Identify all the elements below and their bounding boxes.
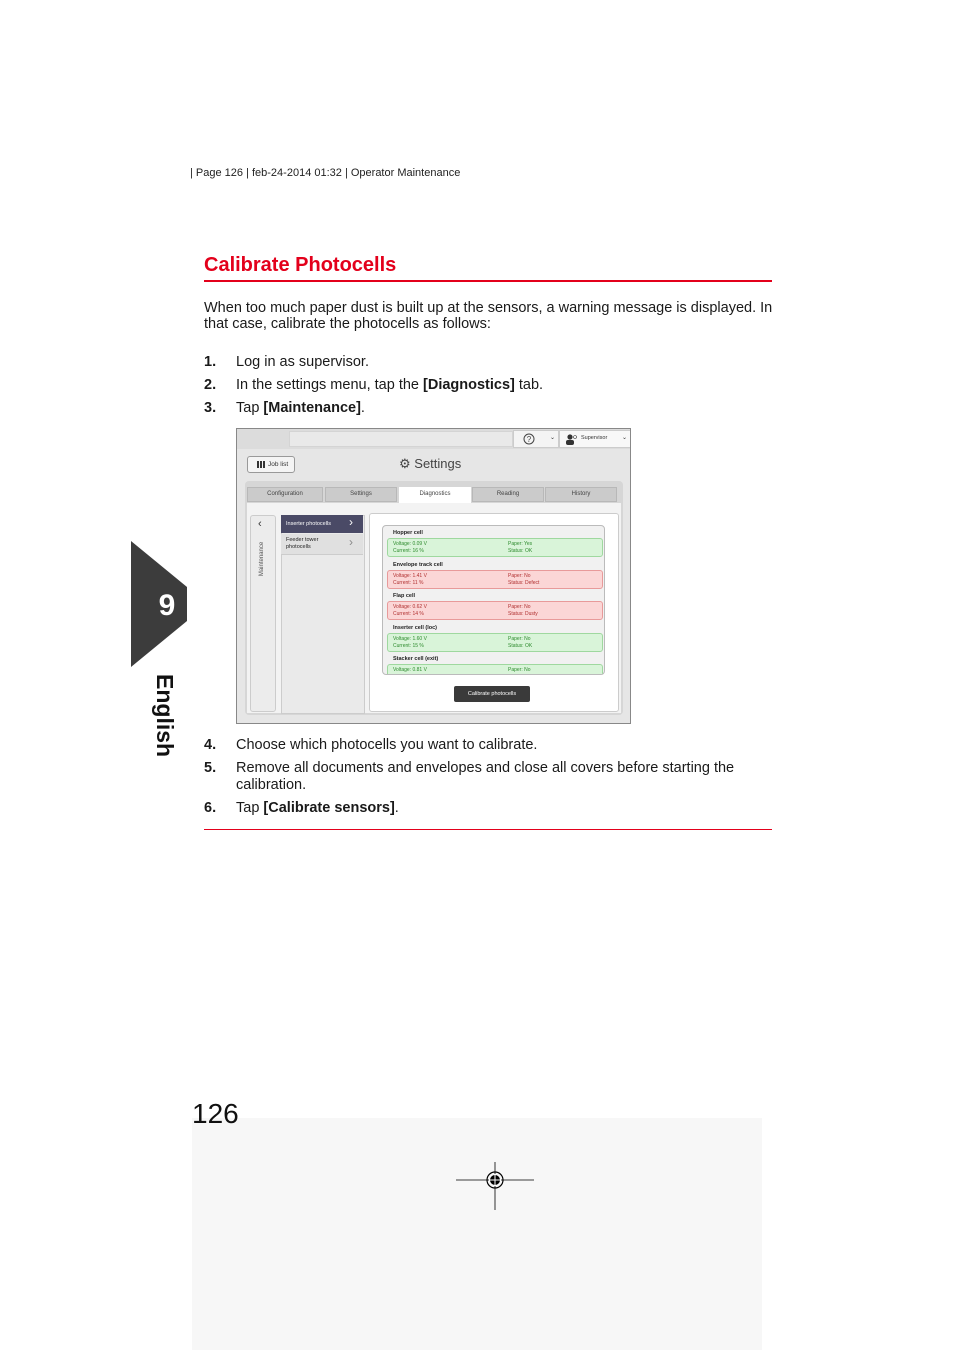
- tab-diagnostics: Diagnostics: [399, 487, 471, 505]
- step-number: 4.: [204, 737, 217, 753]
- photocell-name: Inserter cell (loc): [393, 624, 438, 631]
- step-text: Choose which photocells you want to calibrate.: [236, 737, 538, 753]
- chevron-right-icon: ›: [349, 515, 353, 529]
- photocell-paper: Paper: No: [508, 667, 531, 673]
- photocell-current: Current: 15 %: [393, 642, 424, 649]
- chevron-left-icon: ‹: [258, 518, 262, 530]
- section-title: Calibrate Photocells: [204, 254, 397, 276]
- calibrate-photocells-button: Calibrate photocells: [454, 686, 530, 702]
- settings-screenshot: [236, 428, 631, 724]
- photocell-list: [382, 525, 605, 675]
- photocell-status: Status: OK: [508, 548, 533, 554]
- photocell-status: Status: OK: [508, 642, 533, 649]
- chapter-number: 9: [158, 589, 176, 622]
- photocell-status: Status: Defect: [508, 579, 540, 586]
- photocell-paper: Paper: No: [508, 635, 531, 642]
- photocell-name: Flap cell: [393, 593, 416, 599]
- photocell-paper: Paper: No: [508, 604, 531, 610]
- chevron-down-icon: ⌄: [622, 435, 628, 441]
- photocell-voltage: Voltage: 0.09 V: [393, 541, 427, 547]
- tab-settings: Settings: [325, 487, 397, 502]
- user-dropdown: [559, 430, 631, 448]
- step-number: 5.: [204, 760, 217, 776]
- page-header: | Page 126 | feb-24-2014 01:32 | Operator Maintenance: [190, 167, 461, 179]
- photocell-voltage: Voltage: 1.60 V: [393, 635, 427, 642]
- tab-configuration: Configuration: [247, 487, 323, 502]
- step-text: In the settings menu, tap the [Diagnostics] tab.: [236, 377, 544, 393]
- photocell-current: Current: 11 %: [393, 579, 424, 586]
- user-icon: [565, 433, 577, 445]
- photocell-current: Current: 16 %: [393, 548, 424, 554]
- title-rule: [204, 280, 772, 282]
- step-text: Remove all documents and envelopes and close all covers before starting the calibration.: [236, 760, 735, 793]
- user-name: Supervisor: [581, 435, 608, 441]
- photocell-status-box: [387, 570, 603, 589]
- step-text: Log in as supervisor.: [236, 354, 369, 370]
- photocell-status-box: [387, 633, 603, 652]
- chevron-right-icon: ›: [349, 535, 353, 549]
- photocell-name: Stacker cell (exit): [393, 656, 439, 662]
- gear-icon: ⚙: [399, 456, 411, 471]
- intro-paragraph: When too much paper dust is built up at the sensors, a warning message is displayed. In that case, calibrate the photocells as follows:: [204, 300, 773, 332]
- tab-history: History: [545, 487, 617, 502]
- language-label: English: [152, 674, 178, 758]
- step-text: Tap [Maintenance].: [236, 400, 365, 416]
- photocell-name: Hopper cell: [393, 530, 423, 536]
- photocell-name: Envelope track cell: [393, 561, 443, 568]
- photocell-voltage: Voltage: 0.81 V: [393, 667, 427, 673]
- menu-item-inserter-photocells: Inserter photocells ›: [281, 515, 363, 533]
- chevron-down-icon: ⌄: [550, 435, 556, 441]
- photocell-paper: Paper: No: [508, 572, 531, 579]
- chapter-tab: [131, 541, 187, 667]
- job-list-button: [247, 456, 295, 473]
- photocell-paper: Paper: Yes: [508, 541, 533, 547]
- step-number: 3.: [204, 400, 217, 416]
- registration-mark-icon: [456, 1160, 536, 1212]
- menu-item-feeder-tower-photocells: Feeder tower photocells ›: [281, 534, 363, 555]
- grid-icon: [257, 461, 265, 468]
- sidebar-label: Maintenance: [259, 541, 266, 577]
- step-number: 2.: [204, 377, 217, 393]
- tab-reading: Reading: [472, 487, 544, 502]
- step-number: 6.: [204, 800, 217, 816]
- footer-panel: [192, 1118, 762, 1350]
- photocell-current: Current: 14 %: [393, 611, 424, 617]
- help-icon: [523, 433, 535, 445]
- settings-title: ⚙ Settings: [399, 456, 462, 471]
- svg-text:?: ?: [526, 435, 532, 444]
- photocell-status-box: [387, 601, 603, 620]
- step-number: 1.: [204, 354, 217, 370]
- top-search-field: [289, 431, 513, 447]
- help-dropdown: [513, 430, 559, 448]
- bottom-rule: [204, 829, 772, 830]
- photocell-status-box: [387, 664, 603, 675]
- photocell-status: Status: Dusty: [508, 611, 538, 617]
- maintenance-sidebar: [250, 515, 276, 712]
- photocell-voltage: Voltage: 0.62 V: [393, 604, 427, 610]
- photocell-status-box: [387, 538, 603, 557]
- step-text: Tap [Calibrate sensors].: [236, 800, 399, 816]
- job-list-label: Job list: [268, 461, 289, 468]
- photocell-voltage: Voltage: 1.41 V: [393, 572, 427, 579]
- page-number: 126: [192, 1098, 239, 1129]
